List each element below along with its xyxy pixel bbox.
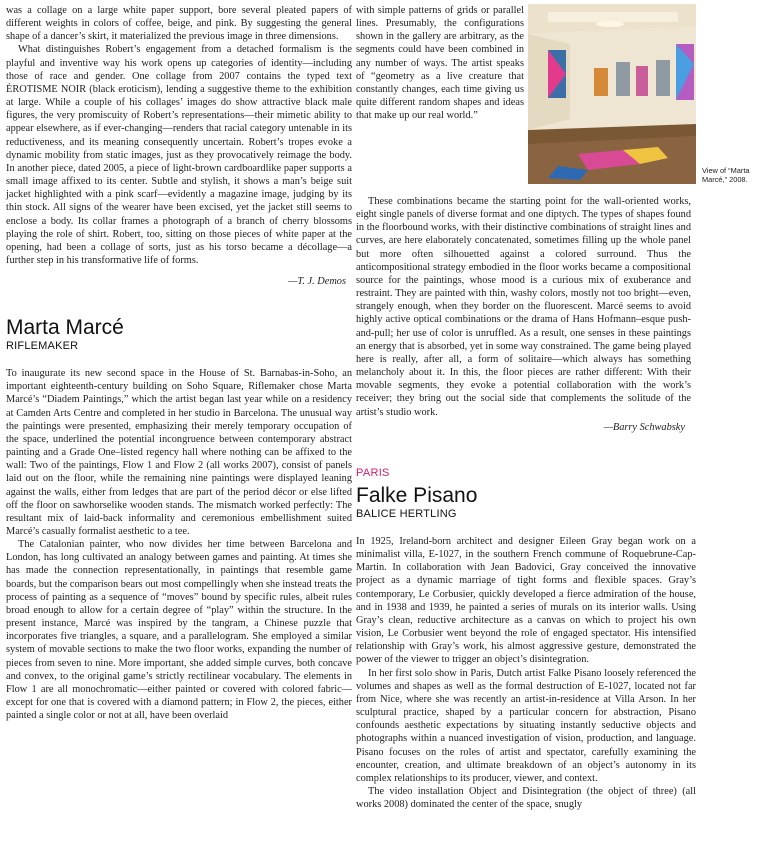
review1-signature: —T. J. Demos (288, 276, 346, 288)
review-venue-balice-hertling: BALICE HERTLING (356, 508, 457, 520)
photo-caption: View of “Marta Marcé,” 2008. (702, 166, 750, 184)
right-column (356, 195, 691, 433)
review-title-pisano: Falke Pisano (356, 484, 478, 507)
review1-paragraph: was a collage on a large white paper support, bore several pleated papers of different weights in colors of coffee, beige, and pink. By suggesting the general shape of a dancer’s skirt, it materialized the previous image in three dimensions. (6, 5, 352, 43)
gallery-photo (528, 4, 696, 184)
left-column (6, 4, 352, 722)
review3-paragraph: The video installation Object and Disintegration (the object of three) (all works 2008) dominated the center of the space, snugly (356, 785, 696, 811)
right-top-column (356, 4, 524, 122)
review-venue-riflemaker: RIFLEMAKER (6, 340, 79, 353)
review3-paragraph: In 1925, Ireland-born architect and designer Eileen Gray began work on a minimalist villa, E-1027, in the southern French commune of Roquebrune-Cap-Martin. In collaboration with Jean Badovici, Gray conceived the innovative project as a dynamic marriage of tight forms and flexible spaces. Gray’s contemporary, Le Corbusier, quickly developed a fierce admiration of the house, and in 1938 and 1939, he painted a series of murals on its interior walls. Using Gray’s clean, reductive architecture as a canvas on which to project his own vision, Le Corbusier went beyond the role of engaged spectator. His intensified relationship with Gray’s work, his almost aggressive gesture, demonstrated the power of the viewer to trigger an object’s disintegration. (356, 536, 696, 666)
review2-paragraph: The Catalonian painter, who now divides her time between Barcelona and London, has long cultivated an analogy between games and painting. At times she has made the connection representationally, in paintings that resemble game boards, but the comparison bears out most compellingly when she instead treats the process of painting as a sequence of “moves” bound by specific rules, albeit rules broad enough to allow for a certain degree of “play” within the structure. In the present instance, Marcé was inspired by the tangram, a Chinese puzzle that incorporates five triangles, a square, and a parallelogram. She employed a similar system of movable sections to make the two floor works, expanding the number of pieces from seven to nine. More important, she added simple curves, both concave and convex, to the original game’s strictly rectilinear vocabulary. The elements in Flow 1 are all monochromatic—either painted or covered with colored fabric—except for one that is covered with a diamond pattern; in Flow 2, the pieces, either painted a single color or not at all, have been overlaid (6, 539, 352, 722)
review2-paragraph: These combinations became the starting point for the wall-oriented works, eight single panels of diverse format and one diptych. The types of shapes found in the floorbound works, with their distinctive combinations of straight lines and curves, are here elaborately concatenated, sometimes filling up the whole panel but more often silhouetted against a colored surround. Thus the anticompositional strategy embodied in the floor works became a compositional source for the paintings, whose mood is a curious mix of exuberance and restraint. They are painted with thin, washy colors, mostly not too bright—even, strangely enough, when they border on the fluorescent. Marcé seems to avoid highly active optical combinations or the drama of Hans Hofmann–esque push-and-pull; her use of color is unruffled. As a result, one senses in these paintings an energy that is absorbed, yet in some way constrained. The game being played here is really, after all, a form of solitaire—which always has something melancholy about it. In this, the floor pieces are rather different: With their movable segments, they evoke a potential collaboration with the work’s receiver; they bring out the social side that complements the solitude of the artist’s studio work. (356, 196, 691, 418)
city-label: PARIS (356, 467, 390, 479)
review2-paragraph: To inaugurate its new second space in the House of St. Barnabas-in-Soho, an important eighteenth-century building on Soho Square, Riflemaker chose Marta Marcé’s “Diadem Paintings,” which the artist began last year while on a residency at Camden Arts Centre and completed in her studio in Barcelona. The unusual way the paintings were presented, emphasizing their merely temporary occupation of the space, underlined the potential incongruence between contemporary abstract painting and a Grade One–listed regency hall where nothing can be affixed to the wall: Two of the paintings, Flow 1 and Flow 2 (all works 2007), consist of panels laid out on the floor, while the remaining nine paintings were displayed leaning against the walls, either from ledges that are part of the period décor or else lifted off the floor on sawhorselike wooden stands. The mismatch worked perfectly: The resultant mix of laid-back informality and ceremonious embellishment suited Marcé’s casually formalist aesthetic to a tee. (6, 368, 352, 537)
review2-signature: —Barry Schwabsky (603, 421, 685, 433)
review3-column (356, 467, 696, 811)
review1-paragraph: What distinguishes Robert’s engagement from a detached formalism is the playful and inventive way his work opens up categories of identity—including those of race and gender. One collage from 2007 contains the typed text ÉROTISME NOIR (black eroticism), lending a suggestive theme to the exhibition at large. While a couple of his collages’ images do show attractive black male figures, the very promiscuity of Robert’s representations—their mimetic ability to appear elsewhere, as if ever-changing—renders that racial category untenable in its reductiveness, and its meaning consequently uncertain. Robert’s tropes evoke a dynamic mobility from static images, just as they provocatively reimage the body. In another piece, dated 2005, a piece of light-brown cardboardlike paper supports a small image affixed to its center. Subtle and stylish, it shows a man’s beige suit jacket highlighted with a pink scarf—evidently a magazine image, judging by its thin stock. All signs of the wearer have been excised, yet the jacket still seems to enclose a body. Its collar frames a photograph of a branch of cherry blossoms playing the role of shirt. Robert, too, sitting on those pieces of white paper at the opening, had been a collage of sorts, just as his torso became a décollage—a further step in his transformative life of forms. (6, 44, 352, 266)
review3-paragraph: In her first solo show in Paris, Dutch artist Falke Pisano loosely referenced the volumes and shapes as well as the formal destruction of E-1027, located not far from Nice, where she was recently an artist-in-residence at Villa Arson. In her sculptural practice, shaped by a particular concern for abstraction, Pisano confounds aesthetic expectations by situating instantly seductive objects and photographs within a nuanced investigation of vision, production, and language. Pisano focuses on the roles of artist and spectator, carefully examining the encounter, creation, and ultimate breakdown of an object’s autonomy in its complex relationships to its producer, viewer, and context. (356, 667, 696, 784)
review-title-marce: Marta Marcé (6, 316, 124, 340)
review2-paragraph-continued: with simple patterns of grids or parallel lines. Presumably, the configurations shown in the gallery are arbitrary, as the segments could have been combined in any number of ways. The artist speaks of “geometry as a live creature that constantly changes, each time giving us quite different random shapes and ideas that make up our real world.” (356, 5, 524, 122)
